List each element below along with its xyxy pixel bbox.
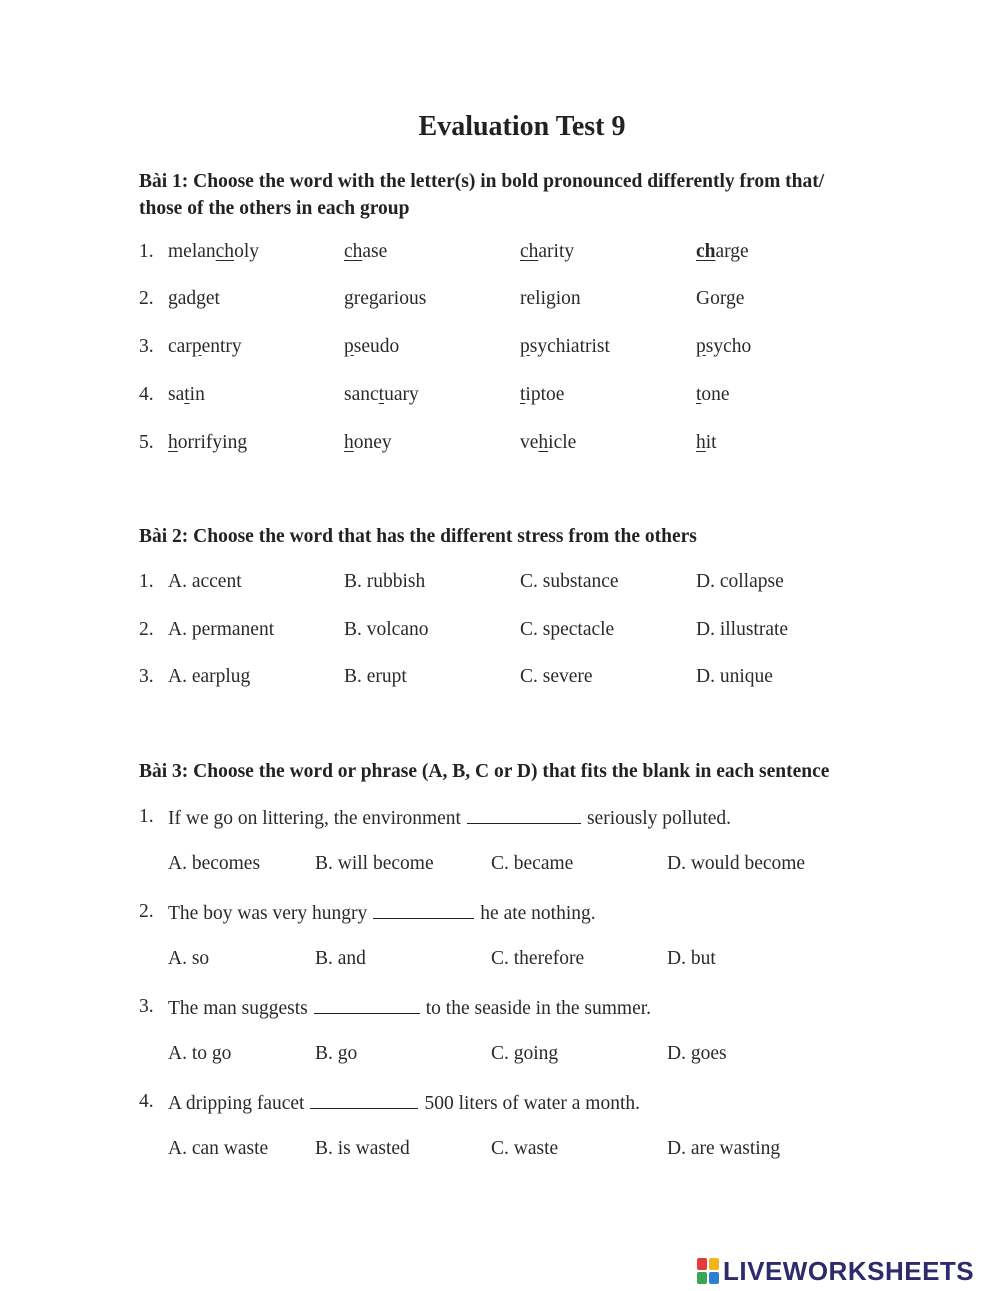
word-option: [168, 240, 259, 264]
word-suffix: et: [205, 288, 220, 309]
word-suffix: entry: [201, 336, 242, 357]
word-option: [520, 383, 564, 407]
word-option: [344, 335, 399, 359]
word-suffix: arity: [538, 241, 575, 262]
word-suffix: icle: [548, 432, 577, 453]
answer-option[interactable]: A. earplug: [168, 666, 251, 687]
answer-blank[interactable]: [467, 805, 581, 824]
word-marked-letters: ch: [520, 241, 539, 262]
word-prefix: sa: [168, 384, 185, 405]
word-prefix: sanc: [344, 384, 379, 405]
question-number: 2.: [139, 901, 154, 922]
question-number: 3.: [139, 666, 154, 687]
word-suffix: oney: [353, 432, 392, 453]
word-option: [696, 383, 730, 407]
word-marked-letters: p: [344, 336, 354, 357]
answer-option[interactable]: B. will become: [315, 853, 434, 874]
answer-option[interactable]: D. but: [667, 948, 716, 969]
answer-option[interactable]: A. so: [168, 948, 210, 969]
word-option: [344, 240, 387, 264]
word-marked-letters: ch: [215, 241, 235, 262]
answer-blank[interactable]: [373, 900, 474, 919]
question-sentence: [168, 805, 731, 831]
answer-option[interactable]: C. became: [491, 853, 574, 874]
word-option: [696, 240, 749, 264]
answer-blank[interactable]: [310, 1090, 418, 1109]
word-suffix: arious: [378, 288, 427, 309]
word-option: [520, 287, 581, 311]
answer-option[interactable]: B. rubbish: [344, 571, 426, 592]
question-number: 5.: [139, 432, 154, 453]
answer-option[interactable]: B. and: [315, 948, 366, 969]
word-prefix: Gor: [696, 288, 726, 309]
answer-option[interactable]: D. unique: [696, 666, 773, 687]
word-option: [696, 335, 751, 359]
word-marked-letters: ch: [696, 241, 716, 262]
question-number: 4.: [139, 1091, 154, 1112]
word-suffix: ase: [362, 241, 388, 262]
answer-option[interactable]: B. volcano: [344, 619, 429, 640]
liveworksheets-logo: [697, 1256, 974, 1286]
question-sentence: [168, 900, 596, 926]
answer-option[interactable]: C. going: [491, 1043, 559, 1064]
sentence-before-blank: The man suggests: [168, 998, 308, 1019]
word-suffix: sychiatrist: [529, 336, 610, 357]
word-prefix: ve: [520, 432, 539, 453]
word-option: [696, 431, 717, 455]
liveworksheets-logo-text: LIVEWORKSHEETS: [723, 1255, 975, 1286]
question-sentence: [168, 995, 651, 1021]
question-number: 3.: [139, 996, 154, 1017]
answer-blank[interactable]: [314, 995, 420, 1014]
answer-option[interactable]: C. therefore: [491, 948, 585, 969]
word-marked-letters: t: [696, 384, 702, 405]
word-option: [520, 240, 574, 264]
word-marked-letters: h: [168, 432, 178, 453]
word-suffix: seudo: [353, 336, 400, 357]
word-marked-letters: g: [196, 288, 206, 309]
question-number: 2.: [139, 288, 154, 309]
word-suffix: arge: [715, 241, 749, 262]
question-number: 4.: [139, 384, 154, 405]
answer-option[interactable]: B. erupt: [344, 666, 407, 687]
sentence-before-blank: A dripping faucet: [168, 1093, 305, 1114]
section-1-heading-line1: Bài 1: Choose the word with the letter(s) in bold pronounced differently from that/: [139, 171, 825, 192]
answer-option[interactable]: D. are wasting: [667, 1138, 781, 1159]
answer-option[interactable]: A. to go: [168, 1043, 232, 1064]
word-suffix: uary: [384, 384, 419, 405]
word-marked-letters: t: [184, 384, 190, 405]
answer-option[interactable]: D. would become: [667, 853, 806, 874]
word-option: [696, 287, 744, 311]
answer-option[interactable]: A. can waste: [168, 1138, 269, 1159]
answer-option[interactable]: D. collapse: [696, 571, 784, 592]
question-number: 1.: [139, 571, 154, 592]
word-option: [344, 287, 426, 311]
word-option: [344, 431, 392, 455]
word-prefix: melan: [168, 241, 216, 262]
question-number: 1.: [139, 806, 154, 827]
question-sentence: [168, 1090, 640, 1116]
answer-option[interactable]: B. is wasted: [315, 1138, 410, 1159]
word-marked-letters: p: [696, 336, 706, 357]
word-suffix: e: [735, 288, 745, 309]
word-marked-letters: g: [545, 288, 556, 309]
word-option: [168, 383, 205, 407]
word-option: [520, 431, 576, 455]
answer-option[interactable]: D. goes: [667, 1043, 727, 1064]
word-marked-letters: t: [520, 384, 526, 405]
word-option: [168, 287, 220, 311]
sentence-after-blank: seriously polluted.: [586, 808, 732, 829]
answer-option[interactable]: D. illustrate: [696, 619, 789, 640]
question-number: 2.: [139, 619, 154, 640]
word-suffix: iptoe: [525, 384, 565, 405]
answer-option[interactable]: C. spectacle: [520, 619, 615, 640]
word-marked-letters: ch: [344, 241, 363, 262]
section-2-heading: Bài 2: Choose the word that has the different stress from the others: [139, 526, 697, 547]
question-number: 1.: [139, 241, 154, 262]
liveworksheets-logo-icon: [697, 1258, 719, 1284]
word-suffix: one: [701, 384, 730, 405]
word-marked-letters: h: [696, 432, 706, 453]
word-prefix: car: [168, 336, 192, 357]
word-suffix: ion: [555, 288, 581, 309]
sentence-before-blank: If we go on littering, the environment: [168, 808, 461, 829]
word-marked-letters: h: [344, 432, 354, 453]
answer-option[interactable]: A. accent: [168, 571, 242, 592]
section-1-heading-line2: those of the others in each group: [139, 198, 410, 219]
word-suffix: in: [189, 384, 205, 405]
sentence-after-blank: to the seaside in the summer.: [425, 998, 652, 1019]
section-3-heading: Bài 3: Choose the word or phrase (A, B, C or D) that fits the blank in each sentence: [139, 761, 830, 782]
word-prefix: gre: [344, 288, 369, 309]
word-marked-letters: p: [191, 336, 202, 357]
section-1-heading: [139, 168, 824, 222]
answer-option[interactable]: A. permanent: [168, 619, 275, 640]
word-suffix: oly: [234, 241, 259, 262]
answer-option[interactable]: C. waste: [491, 1138, 559, 1159]
question-number: 3.: [139, 336, 154, 357]
word-option: [520, 335, 610, 359]
word-marked-letters: g: [368, 288, 379, 309]
answer-option[interactable]: C. substance: [520, 571, 619, 592]
word-option: [344, 383, 419, 407]
word-suffix: sycho: [705, 336, 752, 357]
word-marked-letters: t: [378, 384, 385, 405]
word-option: [168, 335, 242, 359]
word-option: [168, 431, 247, 455]
answer-option[interactable]: B. go: [315, 1043, 358, 1064]
word-prefix: reli: [520, 288, 546, 309]
answer-option[interactable]: C. severe: [520, 666, 593, 687]
word-marked-letters: h: [538, 432, 549, 453]
word-prefix: gad: [168, 288, 197, 309]
word-marked-letters: g: [725, 288, 736, 309]
sentence-before-blank: The boy was very hungry: [168, 903, 368, 924]
word-suffix: orrifying: [177, 432, 248, 453]
answer-option[interactable]: A. becomes: [168, 853, 261, 874]
word-suffix: it: [705, 432, 717, 453]
word-marked-letters: p: [520, 336, 530, 357]
sentence-after-blank: 500 liters of water a month.: [424, 1093, 640, 1114]
page-title: Evaluation Test 9: [418, 111, 626, 142]
sentence-after-blank: he ate nothing.: [480, 903, 596, 924]
